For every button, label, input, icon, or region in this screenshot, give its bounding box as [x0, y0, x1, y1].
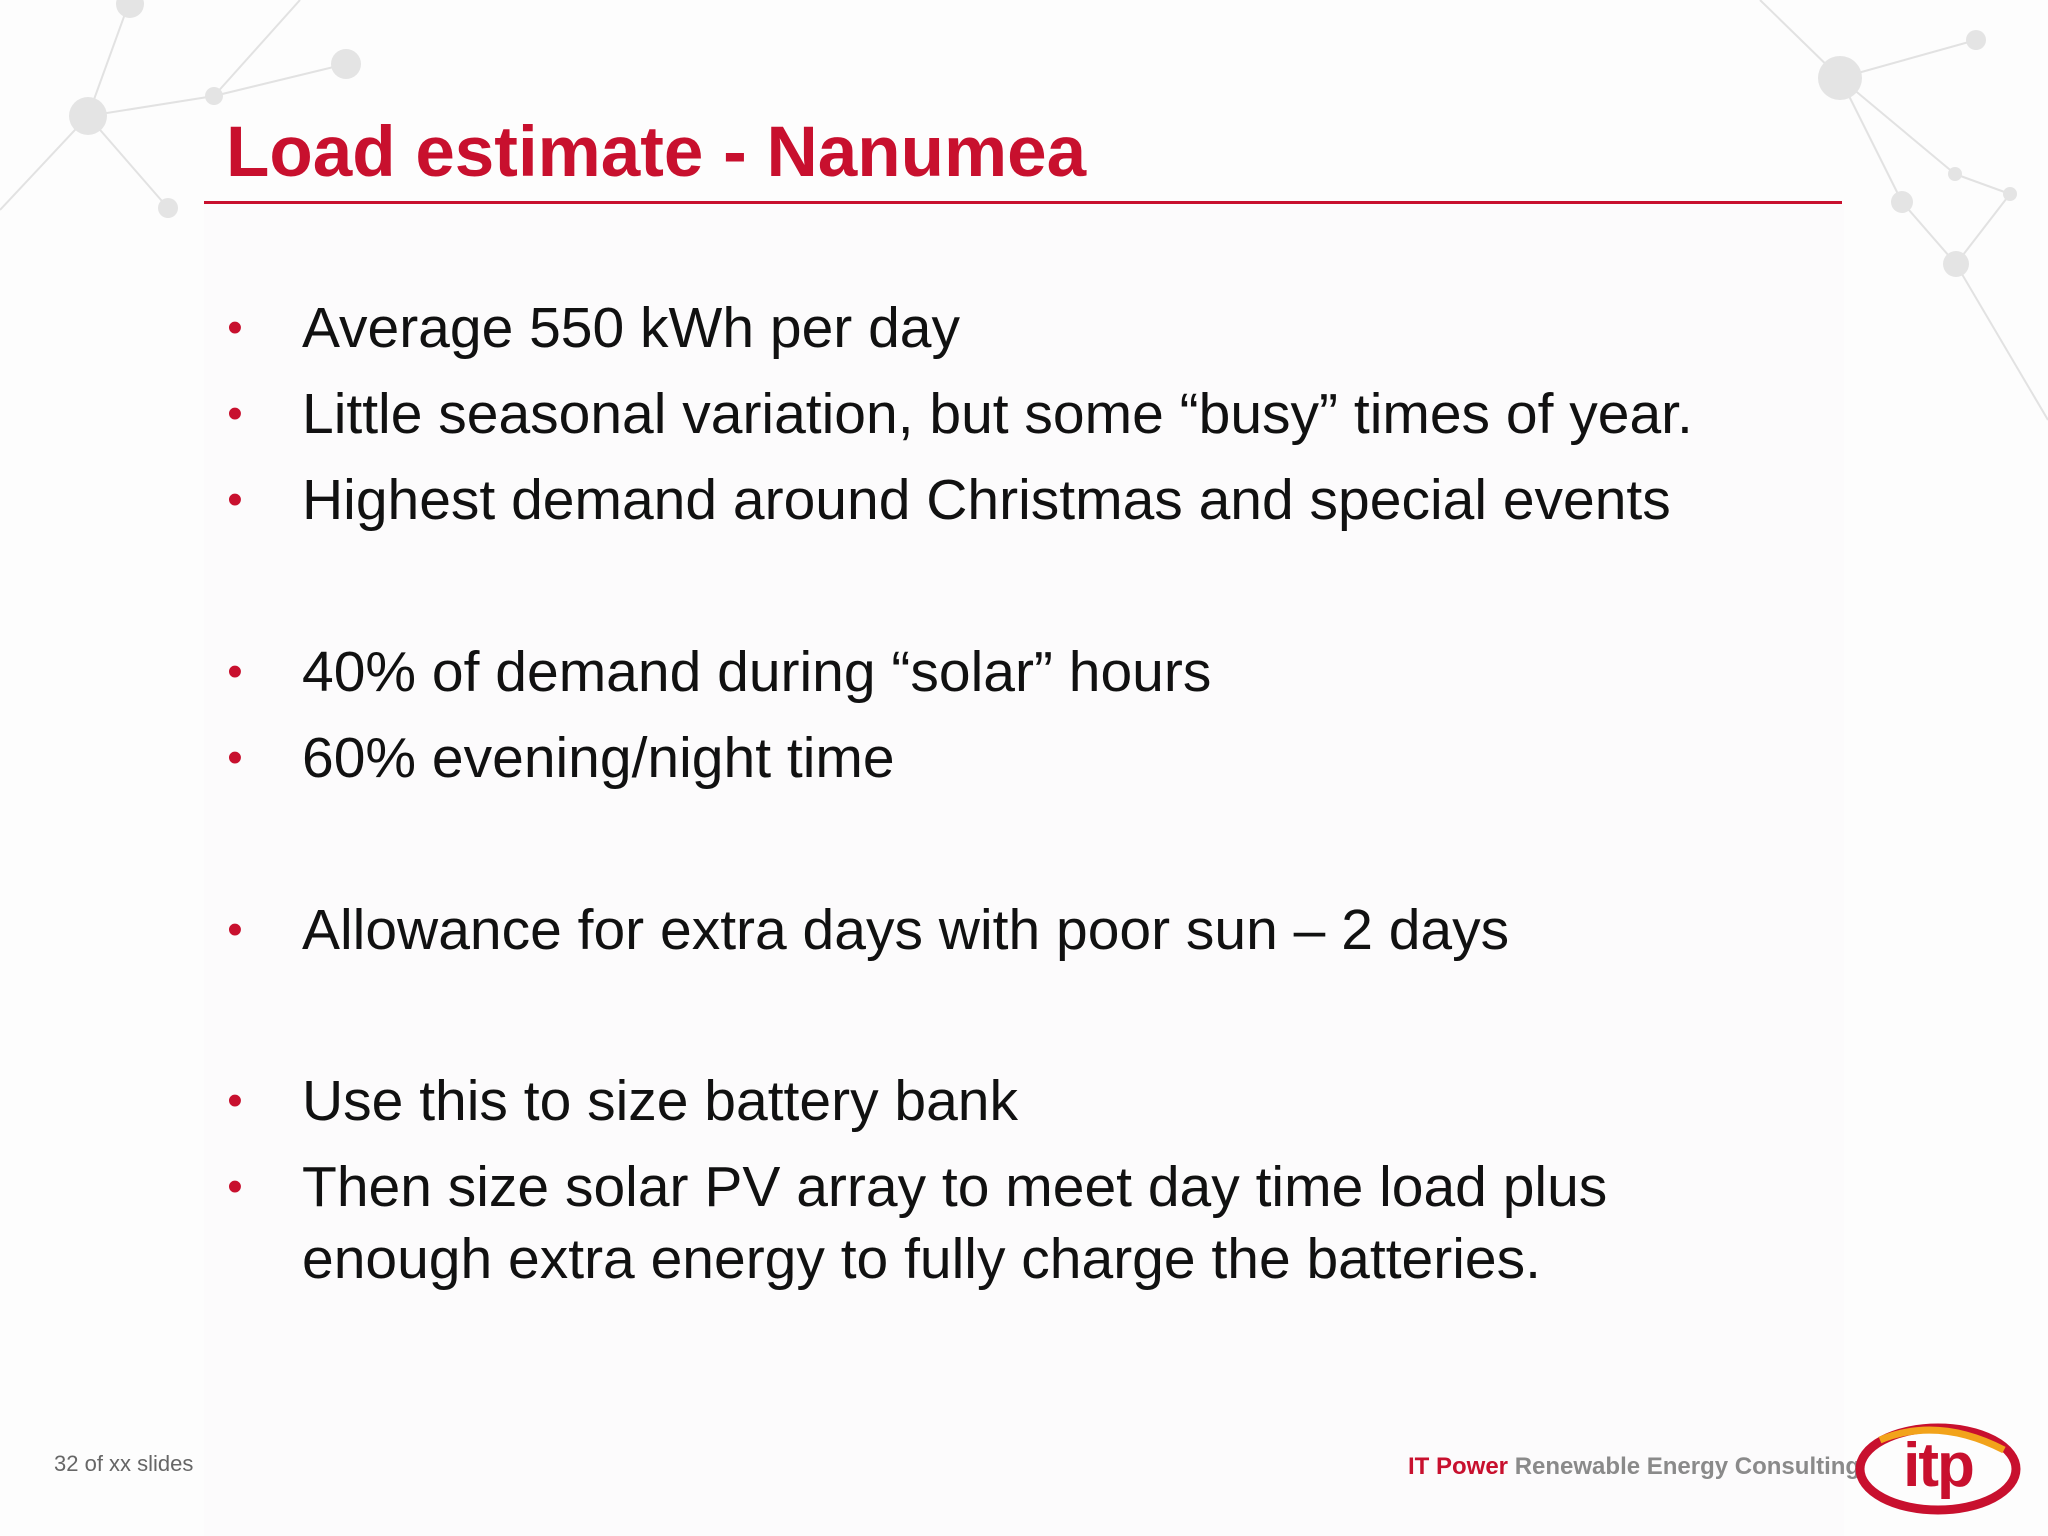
bullet-marker: •: [227, 1162, 243, 1211]
bullet-marker: •: [227, 905, 243, 954]
bullet-marker: •: [227, 1076, 243, 1125]
bullet-text: Then size solar PV array to meet day time load plus enough extra energy to fully charge the batteries.: [302, 1155, 1608, 1291]
bullet-text: 40% of demand during “solar” hours: [302, 640, 1212, 704]
company-name: IT Power: [1408, 1453, 1509, 1480]
bullet-marker: •: [227, 733, 243, 782]
bullet-text: Average 550 kWh per day: [302, 296, 961, 360]
title-underline: [204, 201, 1842, 204]
slide-counter: 32 of xx slides: [54, 1451, 194, 1476]
slide-title: Load estimate - Nanumea: [226, 113, 1087, 192]
bullet-text: Highest demand around Christmas and special events: [302, 468, 1671, 532]
logo-text: itp: [1903, 1431, 1973, 1500]
itp-logo: [1854, 1420, 2022, 1518]
bullet-marker: •: [227, 389, 243, 438]
bullet-text: Little seasonal variation, but some “busy” times of year.: [302, 382, 1693, 446]
bullet-text: Use this to size battery bank: [302, 1069, 1019, 1133]
bullet-text: 60% evening/night time: [302, 726, 895, 790]
bullet-marker: •: [227, 475, 243, 524]
bullet-marker: •: [227, 303, 243, 352]
bullet-marker: •: [227, 647, 243, 696]
company-branding: [1408, 1452, 1860, 1482]
bullet-text: Allowance for extra days with poor sun – 2 days: [302, 898, 1510, 962]
company-tagline: Renewable Energy Consulting: [1514, 1453, 1861, 1480]
